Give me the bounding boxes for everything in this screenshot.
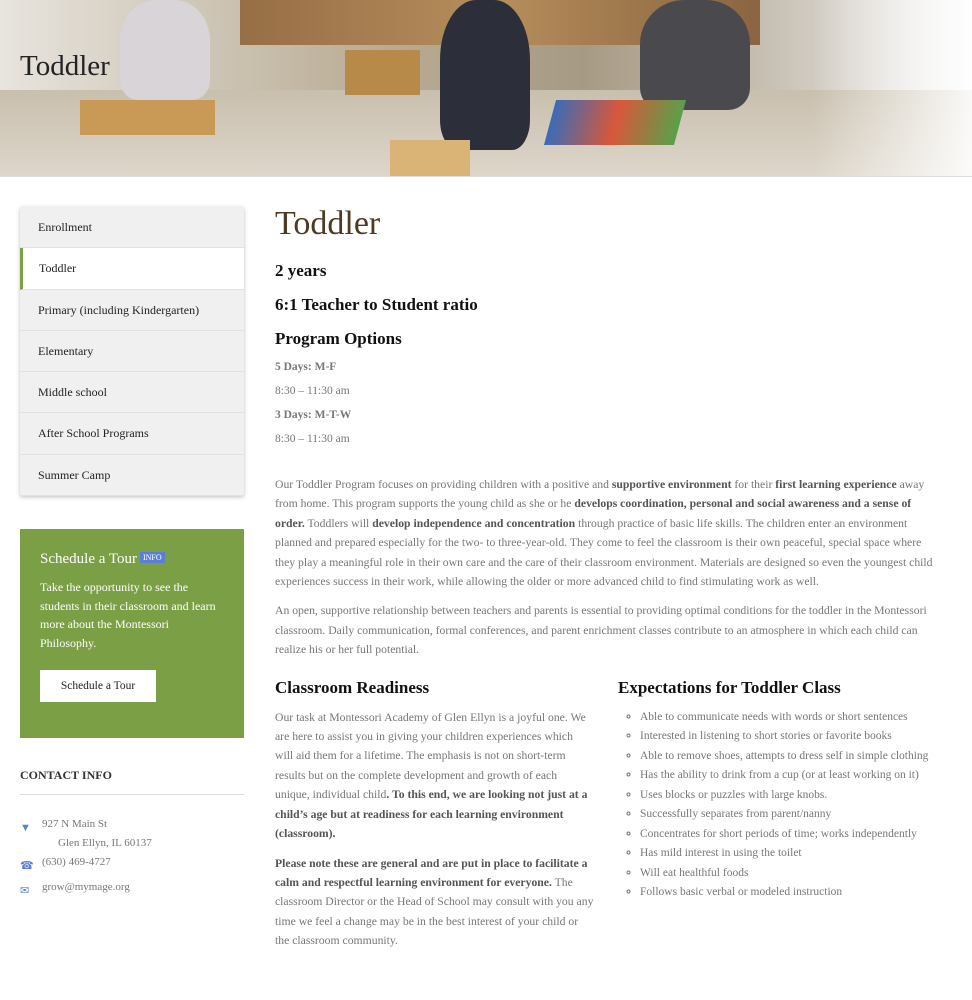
text-segment: Our Toddler Program focuses on providing children with a positive and <box>275 478 612 491</box>
text-segment: develop independence and concentration <box>372 516 576 530</box>
sidebar-item-summer-camp[interactable]: Summer Camp <box>20 455 244 496</box>
envelope-icon: ✉ <box>20 885 30 897</box>
list-item: ◦ Interested in listening to short stories or favorite books <box>640 727 937 747</box>
sidebar-item-enrollment[interactable]: Enrollment <box>20 207 244 248</box>
list-item: ◦ Successfully separates from parent/nanny <box>640 805 937 825</box>
schedule-tour-box <box>20 529 244 738</box>
ratio-heading: 6:1 Teacher to Student ratio <box>275 295 478 314</box>
list-item: ◦ Will eat healthful foods <box>640 864 937 884</box>
text-segment: Our task at Montessori Academy of Glen Ellyn is a joyful one. We are here to assist you in giving your children experiences which will aid them for a lifetime. The emphasis is not on short-term results but on the complete development and growth of each unique, individual child <box>275 710 586 802</box>
program-option: 3 Days: M-T-W <box>275 409 352 421</box>
sidebar-item-toddler[interactable]: Toddler <box>20 248 244 289</box>
program-option: 5 Days: M-F <box>275 361 337 373</box>
text-segment: through practice of basic life skills. The children enter an environment planned and prepared especially for the two- to three-year-old. They come to feel the classroom is their own peaceful, special space where they play a meaningful role in their own care and the care of their classroom environment. Materials are designed so even the youngest child experiences success in their work, while allowing the older or more advanced child to find stimulating work as well. <box>275 516 933 589</box>
tour-text: Take the opportunity to see the students in their classroom and learn more about the Montessori Philosophy. <box>40 580 216 650</box>
paragraph <box>275 854 594 951</box>
paragraph <box>275 601 937 659</box>
info-badge: INFO <box>140 552 165 563</box>
age-heading: 2 years <box>275 261 327 280</box>
list-item: ◦ Follows basic verbal or modeled instruction <box>640 883 937 903</box>
program-options-heading: Program Options <box>275 329 402 348</box>
contact-email <box>20 878 244 897</box>
text-segment: supportive environment <box>611 478 732 491</box>
list-item: ◦ Has mild interest in using the toilet <box>640 844 937 864</box>
readiness-heading: Classroom Readiness <box>275 677 430 697</box>
email-link[interactable]: grow@mymage.org <box>42 881 130 893</box>
text-segment: Please note these are general and are put in place to facilitate a calm and respectful learning environment for everyone. <box>275 856 588 889</box>
list-item: ◦ Able to remove shoes, attempts to dress self in simple clothing <box>640 747 937 767</box>
program-description <box>275 475 937 660</box>
hero-banner <box>0 0 972 177</box>
program-option: 8:30 – 11:30 am <box>275 385 350 397</box>
text-segment: . To this end, we are looking not just at a child’s age but at readiness for each learning environment (classroom). <box>275 788 588 841</box>
list-item: ◦ Has the ability to drink from a cup (or at least working on it) <box>640 766 937 786</box>
address-line-2: Glen Ellyn, IL 60137 <box>58 837 152 849</box>
classroom-readiness <box>275 670 594 951</box>
sidebar-item-primary-including-kindergarten[interactable]: Primary (including Kindergarten) <box>20 290 244 331</box>
text-segment: develops coordination, personal and social awareness and a sense of order. <box>275 497 912 530</box>
text-segment: Toddlers will <box>304 516 373 530</box>
list-item: ◦ Concentrates for short periods of time; works independently <box>640 825 937 845</box>
text-segment: An open, supportive relationship between teachers and parents is essential to providing optimal conditions for the toddler in the Montessori classroom. Daily communication, formal conferences, and parent enrichment classes contribute to an atmosphere in which each child can realize his or her full potential. <box>275 604 927 657</box>
expectations <box>618 670 937 951</box>
page-title: Toddler <box>275 205 381 242</box>
paragraph <box>275 708 594 844</box>
text-segment: first learning experience <box>775 478 897 491</box>
program-options <box>275 361 937 445</box>
text-segment: away from home. This program supports the young child as she or he <box>275 478 925 511</box>
text-segment: The classroom Director or the Head of School may consult with you any time we feel a change may be in the best interest of your child or the classroom community. <box>275 875 594 948</box>
phone-icon: ☎ <box>20 860 34 872</box>
map-pin-icon: ▼ <box>20 822 31 834</box>
phone-link[interactable]: (630) 469-4727 <box>42 856 111 868</box>
contact-phone <box>20 853 244 872</box>
program-option: 8:30 – 11:30 am <box>275 433 350 445</box>
list-item: ◦ Uses blocks or puzzles with large knobs. <box>640 786 937 806</box>
contact-heading: CONTACT INFO <box>20 768 244 795</box>
sidebar-item-after-school-programs[interactable]: After School Programs <box>20 413 244 454</box>
hero-title: Toddler <box>20 50 110 82</box>
schedule-tour-button[interactable]: Schedule a Tour <box>40 670 156 702</box>
paragraph <box>275 475 937 591</box>
contact-address <box>20 815 244 853</box>
sidebar-item-elementary[interactable]: Elementary <box>20 331 244 372</box>
sidebar-item-middle-school[interactable]: Middle school <box>20 372 244 413</box>
tour-heading <box>40 551 224 568</box>
main-content <box>275 205 937 951</box>
expectations-heading: Expectations for Toddler Class <box>618 677 841 697</box>
list-item: ◦ Able to communicate needs with words or short sentences <box>640 708 937 728</box>
contact-info <box>20 768 244 897</box>
sidebar-nav <box>20 207 244 496</box>
text-segment: for their <box>731 478 776 491</box>
tour-title: Schedule a Tour <box>40 551 137 567</box>
address-line-1: 927 N Main St <box>42 818 108 830</box>
